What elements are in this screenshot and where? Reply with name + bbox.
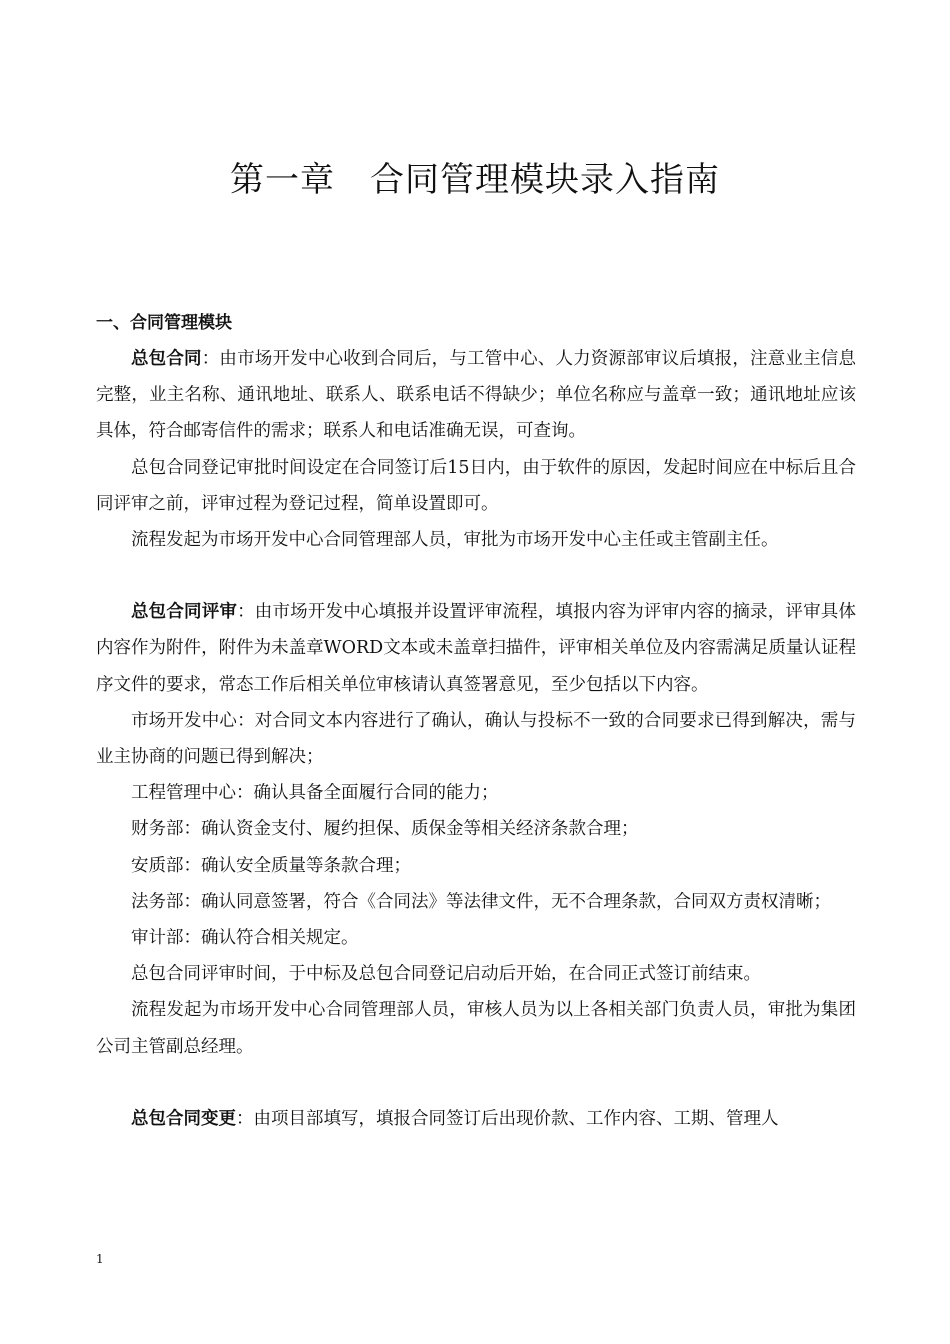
body-paragraph (96, 703, 856, 775)
page-number: 1 (96, 1252, 104, 1266)
body-paragraph (96, 341, 856, 450)
paragraph-text: 流程发起为市场开发中心合同管理部人员，审批为市场开发中心主任或主管副主任。 (131, 530, 779, 551)
paragraph-text: 市场开发中心：对合同文本内容进行了确认，确认与投标不一致的合同要求已得到解决，需与业主协商的问题已得到解决； (96, 710, 856, 768)
paragraph-term: 总包合同变更 (131, 1108, 236, 1129)
body-paragraph (96, 956, 856, 992)
paragraph-text: 安质部：确认安全质量等条款合理； (131, 855, 411, 876)
paragraph-text: 财务部：确认资金支付、履约担保、质保金等相关经济条款合理； (131, 819, 639, 840)
body-paragraph (96, 450, 856, 522)
paragraph-text: 流程发起为市场开发中心合同管理部人员，审核人员为以上各相关部门负责人员，审批为集团公司主管副总经理。 (96, 1000, 856, 1057)
blank-line (96, 558, 856, 594)
body-paragraph (96, 775, 856, 811)
body-paragraph (96, 522, 856, 558)
body-paragraph (96, 884, 856, 920)
document-body (96, 305, 856, 1137)
paragraph-text: 总包合同评审时间，于中标及总包合同登记启动后开始，在合同正式签订前结束。 (131, 964, 761, 985)
body-paragraph (96, 848, 856, 884)
body-paragraph (96, 920, 856, 956)
paragraph-text: ：由项目部填写，填报合同签订后出现价款、工作内容、工期、管理人 (236, 1108, 779, 1129)
chapter-title: 第一章 合同管理模块录入指南 (230, 160, 720, 200)
paragraph-term: 总包合同 (131, 349, 202, 369)
body-paragraph (96, 594, 856, 703)
paragraph-term: 总包合同评审 (131, 602, 238, 623)
body-paragraph (96, 811, 856, 847)
paragraph-text: ：由市场开发中心填报并设置评审流程，填报内容为评审内容的摘录，评审具体内容作为附件，附件为未盖章WORD文本或未盖章扫描件，评审相关单位及内容需满足质量认证程序文件的要求，常态工作后相关单位审核请认真签署意见，至少包括以下内容。 (96, 602, 856, 695)
paragraph-text: ：由市场开发中心收到合同后，与工管中心、人力资源部审议后填报，注意业主信息完整，业主名称、通讯地址、联系人、联系电话不得缺少；单位名称应与盖章一致；通讯地址应该具体，符合邮寄信件的需求；联系人和电话准确无误，可查询。 (96, 349, 856, 442)
body-paragraph (96, 992, 856, 1064)
paragraph-text: 审计部：确认符合相关规定。 (131, 928, 359, 949)
paragraph-text: 工程管理中心：确认具备全面履行合同的能力； (131, 783, 499, 804)
body-paragraph (96, 1101, 856, 1137)
paragraph-text: 法务部：确认同意签署，符合《合同法》等法律文件，无不合理条款，合同双方责权清晰； (131, 891, 831, 912)
blank-line (96, 1065, 856, 1101)
section-heading: 一、合同管理模块 (96, 313, 232, 333)
paragraph-text: 总包合同登记审批时间设定在合同签订后15日内，由于软件的原因，发起时间应在中标后且合同评审之前，评审过程为登记过程，简单设置即可。 (96, 457, 856, 514)
